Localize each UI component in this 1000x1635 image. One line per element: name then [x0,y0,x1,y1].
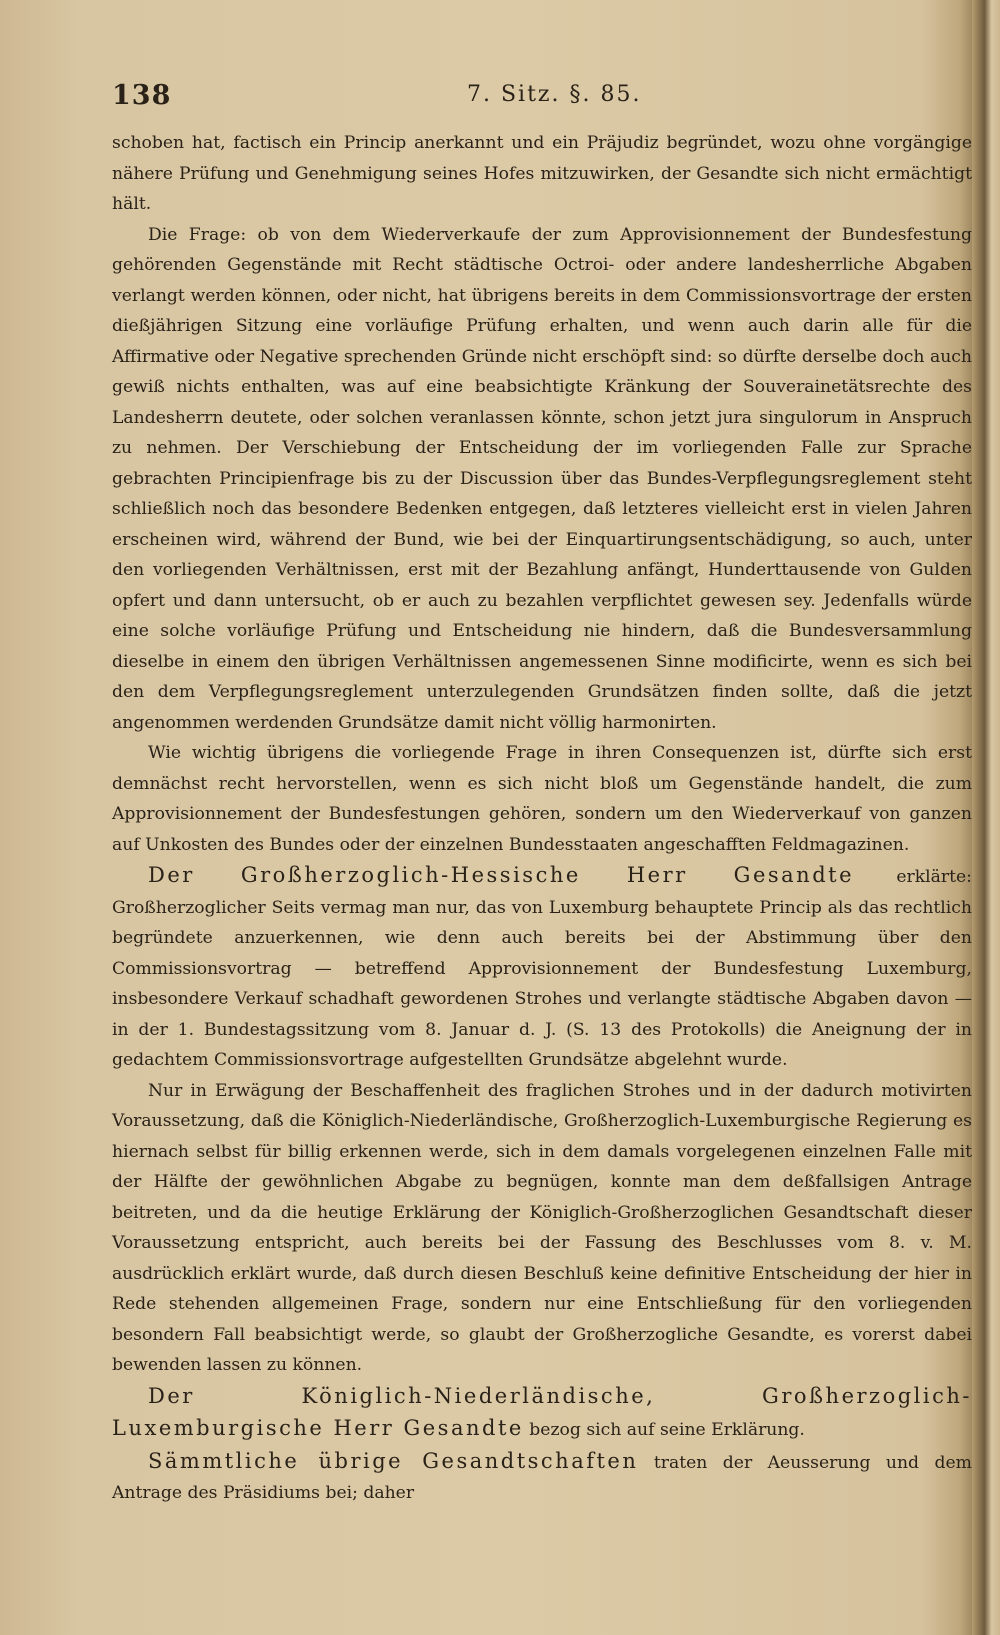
statement-text: erklärte: Großherzoglicher Seits vermag man nur, das von Luxemburg behauptete Princip als das rechtlich begründete anzuerkennen, wie denn auch bereits bei der Abstimmung über den Commissionsvortrag — betreffend Approvisionnement der Bundesfestung Luxemburg, insbesondere Verkauf schadhaft gewordenen Strohes und verlangte städtische Abgaben davon — in der 1. Bundestagssitzung vom 8. Januar d. J. (S. 13 des Protokolls) die Aneignung der in gedachtem Commissionsvortrage aufgestellten Grundsätze abgelehnt wurde. [112,867,972,1070]
page-number: 138 [112,80,172,111]
paragraph-question: Die Frage: ob von dem Wiederverkaufe der zum Approvisionnement der Bundesfestung gehörenden Gegenstände mit Recht städtische Octroi- oder andere landesherrliche Abgaben verlangt werden können, oder nicht, hat übrigens bereits in dem Commissionsvortrage der ersten dießjährigen Sitzung eine vorläufige Prüfung erhalten, und wenn auch darin alle für die Affirmative oder Negative sprechenden Gründe nicht erschöpft sind: so dürfte derselbe doch auch gewiß nichts enthalten, was auf eine beabsichtigte Kränkung der Souverainetätsrechte des Landesherrn deutete, oder solchen veranlassen könnte, schon jetzt jura singulorum in Anspruch zu nehmen. Der Verschiebung der Entscheidung der im vorliegenden Falle zur Sprache gebrachten Principienfrage bis zu der Discussion über das Bundes-Verpflegungsreglement steht schließlich noch das besondere Bedenken entgegen, daß letzteres vielleicht erst in vielen Jahren erscheinen wird, während der Bund, wie bei der Einquartirungsentschädigung, so auch, unter den vorliegenden Verhältnissen, erst mit der Bezahlung anfängt, Hunderttausende von Gulden opfert und dann untersucht, ob er auch zu bezahlen verpflichtet gewesen sey. Jedenfalls würde eine solche vorläufige Prüfung und Entscheidung nie hindern, daß die Bundesversammlung dieselbe in einem den übrigen Verhältnissen angemessenen Sinne modificirte, wenn es sich bei den dem Verpflegungsreglement unterzulegenden Grundsätzen finden sollte, daß die jetzt angenommen werdenden Grundsätze damit nicht völlig harmonirten. [112,224,972,733]
speaker-other-legations: Sämmtliche übrige Gesandtschaften [148,1448,639,1473]
paragraph-consideration: Nur in Erwägung der Beschaffenheit des fraglichen Strohes und in der dadurch motivirten Voraussetzung, daß die Königlich-Niederländische, Großherzoglich-Luxemburgische Regierung es hiernach selbst für billig erkennen werde, sich in dem damals vorgelegenen einzelnen Falle mit der Hälfte der gewöhnlichen Abgabe zu begnügen, konnte man dem deßfallsigen Antrage beitreten, und da die heutige Erklärung der Königlich-Großherzoglichen Gesandtschaft dieser Voraussetzung entspricht, auch bereits bei der Fassung des Beschlusses vom 8. v. M. ausdrücklich erklärt wurde, daß durch diesen Beschluß keine definitive Entscheidung der hier in Rede stehenden allgemeinen Frage, sondern nur eine Entschließung für den vorliegenden besondern Fall beabsichtigt werde, so glaubt der Großherzogliche Gesandte, es vorerst dabei bewenden lassen zu können. [112,1080,972,1375]
speaker-hessian-envoy: Der Großherzoglich-Hessische Herr Gesandte [148,863,855,887]
body-text [112,128,972,1509]
paragraph-netherlands-statement [112,1381,972,1446]
paragraph-other-legations [112,1446,972,1509]
paragraph-consequences: Wie wichtig übrigens die vorliegende Frage in ihren Consequenzen ist, dürfte sich erst demnächst recht hervorstellen, wenn es sich nicht bloß um Gegenstände handelt, die zum Approvisionnement der Bundesfestungen gehören, sondern um den Wiederverkauf von ganzen auf Unkosten des Bundes oder der einzelnen Bundesstaaten angeschafften Feldmagazinen. [112,743,972,855]
paragraph-continuation: schoben hat, factisch ein Princip anerkannt und ein Präjudiz begründet, wozu ohne vorgängige nähere Prüfung und Genehmigung seines Hofes mitzuwirken, der Gesandte sich nicht ermächtigt hält. [112,133,972,214]
running-head: 7. Sitz. §. 85. [467,82,642,107]
statement-text: traten der Aeusserung und dem Antrage des Präsidiums bei; daher [112,1452,972,1503]
paragraph-hessian-statement [112,860,972,1076]
page-header [112,80,942,120]
book-spine-shadow [972,0,1000,1635]
statement-text: bezog sich auf seine Erklärung. [523,1420,805,1440]
speaker-netherlands-envoy: Der Königlich-Niederländische, Großherzoglich-Luxemburgische Herr Gesandte [112,1383,972,1440]
